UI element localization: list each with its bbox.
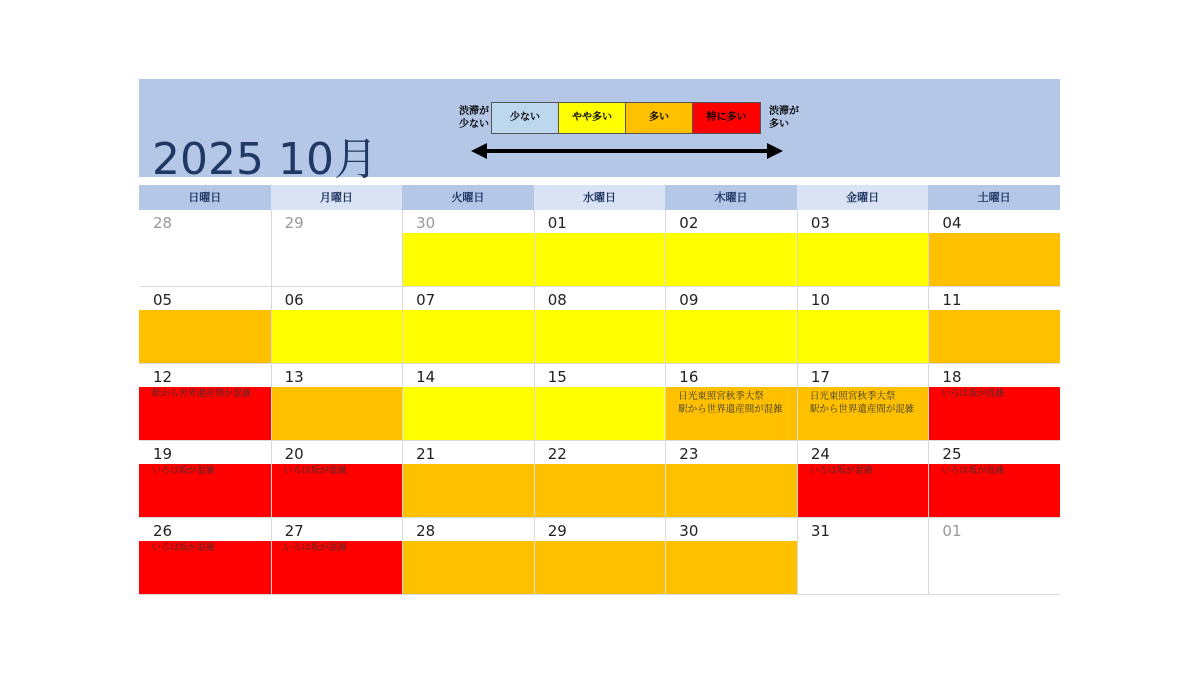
day-cell[interactable] <box>402 210 534 287</box>
weekday-header: 火曜日 <box>402 185 534 210</box>
week-row <box>139 364 1060 441</box>
day-number: 29 <box>547 522 567 540</box>
day-cell[interactable] <box>271 287 403 364</box>
day-number: 24 <box>810 445 830 463</box>
day-number: 12 <box>153 368 173 386</box>
event-note: いろは坂が混雑 <box>283 466 347 476</box>
day-cell[interactable] <box>928 441 1060 518</box>
day-cell[interactable] <box>534 287 666 364</box>
column-divider <box>928 441 929 517</box>
day-number: 21 <box>416 445 436 463</box>
day-cell[interactable] <box>139 518 271 595</box>
day-number: 30 <box>679 522 699 540</box>
column-divider <box>665 441 666 517</box>
column-divider <box>797 441 798 517</box>
legend-high-label-line1: 渋滞が <box>769 106 799 117</box>
day-cell[interactable] <box>928 518 1060 595</box>
legend-level-somewhat-high: やや多い <box>559 103 626 133</box>
day-cell[interactable] <box>139 210 271 287</box>
column-divider <box>928 287 929 363</box>
event-note: いろは坂が混雑 <box>941 389 1005 399</box>
column-divider <box>271 287 272 363</box>
day-number: 18 <box>942 368 962 386</box>
column-divider <box>928 518 929 594</box>
day-number: 02 <box>679 214 699 232</box>
column-divider <box>534 210 535 286</box>
column-divider <box>534 287 535 363</box>
day-number: 01 <box>942 522 962 540</box>
day-number: 03 <box>810 214 830 232</box>
day-cell[interactable] <box>797 210 929 287</box>
day-number: 05 <box>153 291 173 309</box>
day-number: 28 <box>153 214 173 232</box>
day-number: 08 <box>547 291 567 309</box>
column-divider <box>402 441 403 517</box>
day-cell[interactable] <box>402 364 534 441</box>
day-cell[interactable] <box>271 518 403 595</box>
column-divider <box>928 210 929 286</box>
month-title: 2025 10月 <box>152 134 378 185</box>
day-number: 30 <box>416 214 436 232</box>
column-divider <box>665 210 666 286</box>
day-cell[interactable] <box>797 441 929 518</box>
legend-level-high: 多い <box>626 103 693 133</box>
day-cell[interactable] <box>402 287 534 364</box>
day-number: 07 <box>416 291 436 309</box>
legend-level-very-high: 特に多い <box>693 103 760 133</box>
event-note: いろは坂が混雑 <box>809 466 873 476</box>
legend-level-low: 少ない <box>492 103 559 133</box>
event-note: 日光東照宮秋季大祭 駅から世界遺産間が混雑 <box>809 391 915 415</box>
column-divider <box>402 364 403 440</box>
day-cell[interactable] <box>797 287 929 364</box>
column-divider <box>665 287 666 363</box>
day-number: 17 <box>810 368 830 386</box>
column-divider <box>928 364 929 440</box>
double-arrow-icon <box>471 143 783 159</box>
day-cell[interactable] <box>402 441 534 518</box>
day-cell[interactable] <box>665 441 797 518</box>
day-number: 28 <box>416 522 436 540</box>
legend-levels <box>491 102 761 134</box>
day-cell[interactable] <box>928 210 1060 287</box>
legend-high-label <box>769 105 809 131</box>
column-divider <box>402 287 403 363</box>
week-row <box>139 210 1060 287</box>
event-note: いろは坂が混雑 <box>152 543 216 553</box>
day-number: 25 <box>942 445 962 463</box>
day-cell[interactable] <box>928 364 1060 441</box>
legend-low-label-line1: 渋滞が <box>459 106 489 117</box>
day-number: 04 <box>942 214 962 232</box>
day-number: 19 <box>153 445 173 463</box>
day-number: 16 <box>679 368 699 386</box>
column-divider <box>271 441 272 517</box>
column-divider <box>402 518 403 594</box>
day-number: 20 <box>284 445 304 463</box>
column-divider <box>665 518 666 594</box>
day-number: 23 <box>679 445 699 463</box>
day-cell[interactable] <box>534 364 666 441</box>
legend-high-label-line2: 多い <box>769 119 789 130</box>
day-number: 15 <box>547 368 567 386</box>
column-divider <box>534 364 535 440</box>
event-note: いろは坂が混雑 <box>283 543 347 553</box>
weekday-header: 木曜日 <box>665 185 797 210</box>
day-cell[interactable] <box>665 210 797 287</box>
day-number: 10 <box>810 291 830 309</box>
day-cell[interactable] <box>139 364 271 441</box>
day-number: 29 <box>284 214 304 232</box>
congestion-legend <box>449 101 809 161</box>
event-note: 日光東照宮秋季大祭 駅から世界遺産間が混雑 <box>678 391 783 415</box>
day-number: 22 <box>547 445 567 463</box>
weekday-header: 水曜日 <box>534 185 666 210</box>
day-cell[interactable] <box>928 287 1060 364</box>
day-number: 26 <box>153 522 173 540</box>
calendar-grid <box>139 210 1060 595</box>
day-cell[interactable] <box>271 441 403 518</box>
event-note: 駅から世界遺産間が混雑 <box>152 389 252 399</box>
day-cell[interactable] <box>271 210 403 287</box>
event-note: いろは坂が混雑 <box>152 466 216 476</box>
day-number: 06 <box>284 291 304 309</box>
day-cell[interactable] <box>534 518 666 595</box>
weekday-header: 金曜日 <box>797 185 929 210</box>
legend-low-label <box>449 105 489 131</box>
column-divider <box>402 210 403 286</box>
column-divider <box>271 364 272 440</box>
day-number: 14 <box>416 368 436 386</box>
day-number: 01 <box>547 214 567 232</box>
day-cell[interactable] <box>139 287 271 364</box>
day-cell[interactable] <box>665 287 797 364</box>
weekday-header: 日曜日 <box>139 185 271 210</box>
column-divider <box>534 441 535 517</box>
week-row <box>139 287 1060 364</box>
event-note: いろは坂が混雑 <box>941 466 1005 476</box>
weekday-header-row <box>139 185 1060 210</box>
column-divider <box>797 210 798 286</box>
day-cell[interactable] <box>534 210 666 287</box>
column-divider <box>797 518 798 594</box>
day-cell[interactable] <box>271 364 403 441</box>
day-number: 27 <box>284 522 304 540</box>
day-cell[interactable] <box>797 518 929 595</box>
day-number: 31 <box>810 522 830 540</box>
column-divider <box>797 287 798 363</box>
column-divider <box>534 518 535 594</box>
day-cell[interactable] <box>665 518 797 595</box>
day-cell[interactable] <box>139 441 271 518</box>
column-divider <box>271 210 272 286</box>
column-divider <box>271 518 272 594</box>
legend-low-label-line2: 少ない <box>459 119 489 130</box>
weekday-header: 土曜日 <box>928 185 1060 210</box>
day-number: 11 <box>942 291 962 309</box>
weekday-header: 月曜日 <box>271 185 403 210</box>
week-row <box>139 518 1060 595</box>
day-cell[interactable] <box>534 441 666 518</box>
calendar-header <box>139 79 1060 185</box>
week-row <box>139 441 1060 518</box>
day-number: 09 <box>679 291 699 309</box>
day-number: 13 <box>284 368 304 386</box>
day-cell[interactable] <box>402 518 534 595</box>
